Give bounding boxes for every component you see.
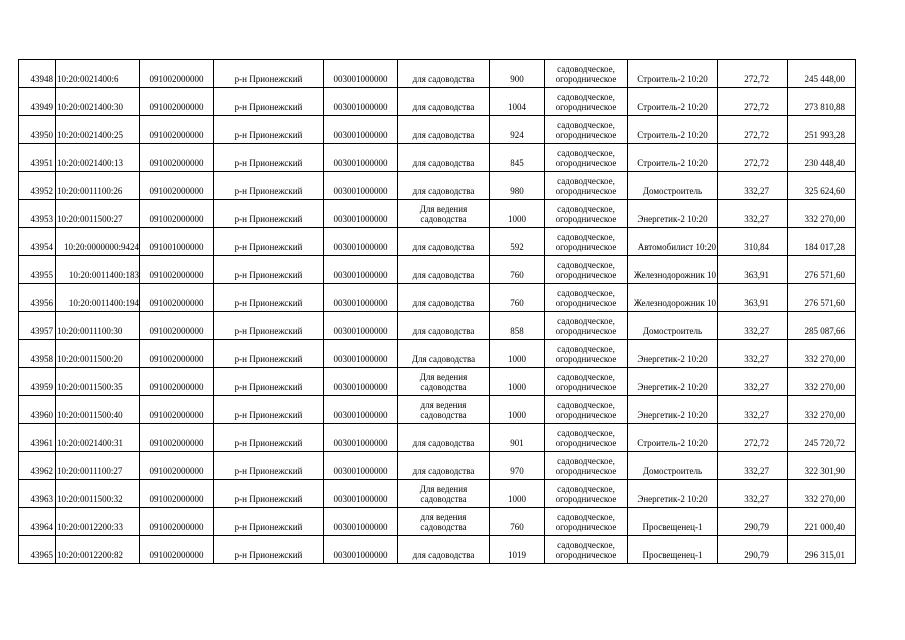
land-category-line: садоводческое, <box>557 428 615 438</box>
cadastral-value-cell: 184 017,28 <box>788 228 856 256</box>
record-number-cell: 43948 <box>19 60 56 88</box>
land-category-cell <box>545 200 628 228</box>
okato-code-cell: 003001000000 <box>324 200 398 228</box>
land-category-cell <box>545 60 628 88</box>
land-registry-table <box>18 59 856 564</box>
record-number-cell: 43956 <box>19 284 56 312</box>
society-name-cell: Домостроитель <box>628 172 718 200</box>
land-category-line: садоводческое, <box>557 400 615 410</box>
table-row <box>19 536 856 564</box>
oktmo-code-cell: 091002000000 <box>140 480 214 508</box>
specific-value-cell: 363,91 <box>718 284 788 312</box>
area-cell: 1000 <box>490 368 545 396</box>
permitted-use-line: для садоводства <box>412 242 475 252</box>
land-category-line: садоводческое, <box>557 456 615 466</box>
oktmo-code-cell: 091002000000 <box>140 256 214 284</box>
specific-value-cell: 290,79 <box>718 508 788 536</box>
land-category-cell <box>545 228 628 256</box>
land-category-line: садоводческое, <box>557 92 615 102</box>
area-cell: 592 <box>490 228 545 256</box>
land-category-line: огородническое <box>555 214 617 224</box>
record-number-cell: 43962 <box>19 452 56 480</box>
area-cell: 1000 <box>490 200 545 228</box>
okato-code-cell: 003001000000 <box>324 312 398 340</box>
table-row <box>19 60 856 88</box>
cadastral-value-cell: 296 315,01 <box>788 536 856 564</box>
land-category-line: огородническое <box>555 298 617 308</box>
record-number-cell: 43957 <box>19 312 56 340</box>
specific-value-cell: 272,72 <box>718 424 788 452</box>
land-category-line: огородническое <box>555 466 617 476</box>
land-category-line: огородническое <box>555 326 617 336</box>
society-name-cell: Строитель-2 10:20 <box>628 88 718 116</box>
table-row <box>19 480 856 508</box>
permitted-use-cell <box>398 480 490 508</box>
table-row <box>19 256 856 284</box>
cadastral-value-cell: 285 087,66 <box>788 312 856 340</box>
permitted-use-cell <box>398 116 490 144</box>
land-category-line: огородническое <box>555 382 617 392</box>
district-cell: р-н Прионежский <box>214 396 324 424</box>
table-body <box>19 60 856 564</box>
district-cell: р-н Прионежский <box>214 172 324 200</box>
permitted-use-cell <box>398 88 490 116</box>
society-name-cell: Строитель-2 10:20 <box>628 116 718 144</box>
cadastral-value-cell: 332 270,00 <box>788 368 856 396</box>
district-cell: р-н Прионежский <box>214 60 324 88</box>
okato-code-cell: 003001000000 <box>324 480 398 508</box>
cadastral-value-cell: 230 448,40 <box>788 144 856 172</box>
area-cell: 924 <box>490 116 545 144</box>
permitted-use-line: садоводства <box>420 214 467 224</box>
land-category-cell <box>545 116 628 144</box>
specific-value-cell: 290,79 <box>718 536 788 564</box>
okato-code-cell: 003001000000 <box>324 88 398 116</box>
society-name-cell: Просвещенец-1 <box>628 508 718 536</box>
specific-value-cell: 332,27 <box>718 172 788 200</box>
cadastral-number-cell: 10:20:0011500:20 <box>56 340 140 368</box>
cadastral-value-cell: 325 624,60 <box>788 172 856 200</box>
specific-value-cell: 272,72 <box>718 88 788 116</box>
society-name-cell: Энергетик-2 10:20 <box>628 340 718 368</box>
land-category-cell <box>545 424 628 452</box>
oktmo-code-cell: 091002000000 <box>140 284 214 312</box>
oktmo-code-cell: 091002000000 <box>140 424 214 452</box>
district-cell: р-н Прионежский <box>214 144 324 172</box>
land-category-line: огородническое <box>555 102 617 112</box>
okato-code-cell: 003001000000 <box>324 424 398 452</box>
land-category-line: садоводческое, <box>557 484 615 494</box>
okato-code-cell: 003001000000 <box>324 116 398 144</box>
table-row <box>19 368 856 396</box>
land-category-cell <box>545 88 628 116</box>
area-cell: 845 <box>490 144 545 172</box>
society-name-cell: Домостроитель <box>628 312 718 340</box>
society-name-cell: Железнодорожник 10 <box>628 284 718 312</box>
table-row <box>19 172 856 200</box>
record-number-cell: 43960 <box>19 396 56 424</box>
cadastral-value-cell: 273 810,88 <box>788 88 856 116</box>
oktmo-code-cell: 091002000000 <box>140 368 214 396</box>
table-row <box>19 424 856 452</box>
specific-value-cell: 332,27 <box>718 396 788 424</box>
permitted-use-cell <box>398 536 490 564</box>
district-cell: р-н Прионежский <box>214 340 324 368</box>
permitted-use-line: для садоводства <box>412 466 475 476</box>
society-name-cell: Энергетик-2 10:20 <box>628 396 718 424</box>
permitted-use-cell <box>398 368 490 396</box>
land-category-line: огородническое <box>555 242 617 252</box>
oktmo-code-cell: 091002000000 <box>140 172 214 200</box>
land-category-cell <box>545 284 628 312</box>
cadastral-number-cell: 10:20:0021400:25 <box>56 116 140 144</box>
table-row <box>19 396 856 424</box>
table-row <box>19 312 856 340</box>
permitted-use-line: для ведения <box>420 512 467 522</box>
record-number-cell: 43955 <box>19 256 56 284</box>
society-name-cell: Энергетик-2 10:20 <box>628 368 718 396</box>
cadastral-number-cell: 10:20:0011500:27 <box>56 200 140 228</box>
okato-code-cell: 003001000000 <box>324 536 398 564</box>
permitted-use-line: для садоводства <box>412 130 475 140</box>
cadastral-value-cell: 276 571,60 <box>788 256 856 284</box>
cadastral-value-cell: 332 270,00 <box>788 200 856 228</box>
record-number-cell: 43965 <box>19 536 56 564</box>
record-number-cell: 43964 <box>19 508 56 536</box>
society-name-cell: Железнодорожник 10 <box>628 256 718 284</box>
land-category-line: садоводческое, <box>557 260 615 270</box>
permitted-use-line: для садоводства <box>412 326 475 336</box>
okato-code-cell: 003001000000 <box>324 284 398 312</box>
table-row <box>19 284 856 312</box>
oktmo-code-cell: 091002000000 <box>140 396 214 424</box>
land-category-cell <box>545 536 628 564</box>
permitted-use-line: для садоводства <box>412 186 475 196</box>
specific-value-cell: 332,27 <box>718 200 788 228</box>
record-number-cell: 43950 <box>19 116 56 144</box>
permitted-use-line: Для ведения <box>419 484 468 494</box>
area-cell: 980 <box>490 172 545 200</box>
land-category-cell <box>545 508 628 536</box>
cadastral-value-cell: 332 270,00 <box>788 340 856 368</box>
district-cell: р-н Прионежский <box>214 480 324 508</box>
permitted-use-line: для садоводства <box>412 102 475 112</box>
oktmo-code-cell: 091002000000 <box>140 60 214 88</box>
permitted-use-line: для садоводства <box>412 298 475 308</box>
permitted-use-cell <box>398 424 490 452</box>
land-category-cell <box>545 396 628 424</box>
oktmo-code-cell: 091002000000 <box>140 88 214 116</box>
oktmo-code-cell: 091002000000 <box>140 116 214 144</box>
record-number-cell: 43951 <box>19 144 56 172</box>
land-category-line: огородническое <box>555 438 617 448</box>
society-name-cell: Домостроитель <box>628 452 718 480</box>
oktmo-code-cell: 091002000000 <box>140 536 214 564</box>
area-cell: 1004 <box>490 88 545 116</box>
area-cell: 1000 <box>490 480 545 508</box>
district-cell: р-н Прионежский <box>214 200 324 228</box>
permitted-use-line: для садоводства <box>412 438 475 448</box>
land-category-line: огородническое <box>555 130 617 140</box>
land-category-line: садоводческое, <box>557 512 615 522</box>
okato-code-cell: 003001000000 <box>324 228 398 256</box>
record-number-cell: 43963 <box>19 480 56 508</box>
land-category-line: садоводческое, <box>557 372 615 382</box>
permitted-use-line: для садоводства <box>412 550 475 560</box>
land-category-cell <box>545 452 628 480</box>
cadastral-number-cell: 10:20:0011100:27 <box>56 452 140 480</box>
specific-value-cell: 332,27 <box>718 452 788 480</box>
society-name-cell: Энергетик-2 10:20 <box>628 480 718 508</box>
specific-value-cell: 332,27 <box>718 312 788 340</box>
land-category-cell <box>545 256 628 284</box>
society-name-cell: Автомобилист 10:20 <box>628 228 718 256</box>
area-cell: 1000 <box>490 340 545 368</box>
cadastral-number-cell: 10:20:0011500:35 <box>56 368 140 396</box>
district-cell: р-н Прионежский <box>214 256 324 284</box>
permitted-use-cell <box>398 396 490 424</box>
permitted-use-line: для садоводства <box>412 158 475 168</box>
area-cell: 760 <box>490 284 545 312</box>
land-category-line: садоводческое, <box>557 176 615 186</box>
permitted-use-line: для ведения <box>420 400 467 410</box>
okato-code-cell: 003001000000 <box>324 368 398 396</box>
okato-code-cell: 003001000000 <box>324 256 398 284</box>
cadastral-number-cell: 10:20:0011500:32 <box>56 480 140 508</box>
society-name-cell: Строитель-2 10:20 <box>628 144 718 172</box>
specific-value-cell: 272,72 <box>718 116 788 144</box>
district-cell: р-н Прионежский <box>214 228 324 256</box>
cadastral-value-cell: 332 270,00 <box>788 480 856 508</box>
table-row <box>19 116 856 144</box>
district-cell: р-н Прионежский <box>214 452 324 480</box>
record-number-cell: 43952 <box>19 172 56 200</box>
land-category-line: садоводческое, <box>557 148 615 158</box>
land-category-cell <box>545 340 628 368</box>
society-name-cell: Энергетик-2 10:20 <box>628 200 718 228</box>
district-cell: р-н Прионежский <box>214 88 324 116</box>
permitted-use-cell <box>398 200 490 228</box>
cadastral-number-cell: 10:20:0000000:9424 <box>56 228 140 256</box>
record-number-cell: 43953 <box>19 200 56 228</box>
cadastral-value-cell: 276 571,60 <box>788 284 856 312</box>
oktmo-code-cell: 091002000000 <box>140 452 214 480</box>
land-category-line: садоводческое, <box>557 204 615 214</box>
cadastral-number-cell: 10:20:0011100:30 <box>56 312 140 340</box>
land-category-line: огородническое <box>555 522 617 532</box>
cadastral-number-cell: 10:20:0021400:6 <box>56 60 140 88</box>
record-number-cell: 43961 <box>19 424 56 452</box>
cadastral-value-cell: 245 720,72 <box>788 424 856 452</box>
table-row <box>19 88 856 116</box>
table-row <box>19 340 856 368</box>
oktmo-code-cell: 091002000000 <box>140 312 214 340</box>
cadastral-number-cell: 10:20:0011400:183 <box>56 256 140 284</box>
table-row <box>19 452 856 480</box>
permitted-use-cell <box>398 452 490 480</box>
record-number-cell: 43949 <box>19 88 56 116</box>
specific-value-cell: 272,72 <box>718 60 788 88</box>
land-category-line: садоводческое, <box>557 316 615 326</box>
area-cell: 1019 <box>490 536 545 564</box>
permitted-use-cell <box>398 256 490 284</box>
okato-code-cell: 003001000000 <box>324 452 398 480</box>
table-row <box>19 508 856 536</box>
cadastral-number-cell: 10:20:0011100:26 <box>56 172 140 200</box>
permitted-use-line: Для ведения <box>419 204 468 214</box>
cadastral-number-cell: 10:20:0012200:33 <box>56 508 140 536</box>
table-row <box>19 144 856 172</box>
area-cell: 760 <box>490 256 545 284</box>
permitted-use-line: садоводства <box>420 410 467 420</box>
cadastral-number-cell: 10:20:0011500:40 <box>56 396 140 424</box>
specific-value-cell: 310,84 <box>718 228 788 256</box>
land-category-cell <box>545 480 628 508</box>
land-category-line: садоводческое, <box>557 540 615 550</box>
cadastral-number-cell: 10:20:0021400:31 <box>56 424 140 452</box>
district-cell: р-н Прионежский <box>214 312 324 340</box>
record-number-cell: 43954 <box>19 228 56 256</box>
permitted-use-cell <box>398 172 490 200</box>
okato-code-cell: 003001000000 <box>324 60 398 88</box>
okato-code-cell: 003001000000 <box>324 396 398 424</box>
cadastral-value-cell: 322 301,90 <box>788 452 856 480</box>
specific-value-cell: 332,27 <box>718 368 788 396</box>
permitted-use-line: для садоводства <box>412 74 475 84</box>
area-cell: 858 <box>490 312 545 340</box>
permitted-use-line: садоводства <box>420 522 467 532</box>
okato-code-cell: 003001000000 <box>324 144 398 172</box>
permitted-use-cell <box>398 508 490 536</box>
land-category-line: огородническое <box>555 410 617 420</box>
oktmo-code-cell: 091002000000 <box>140 340 214 368</box>
permitted-use-line: Для садоводства <box>411 354 476 364</box>
specific-value-cell: 272,72 <box>718 144 788 172</box>
cadastral-value-cell: 221 000,40 <box>788 508 856 536</box>
oktmo-code-cell: 091002000000 <box>140 508 214 536</box>
cadastral-number-cell: 10:20:0021400:30 <box>56 88 140 116</box>
cadastral-number-cell: 10:20:0021400:13 <box>56 144 140 172</box>
land-category-line: огородническое <box>555 158 617 168</box>
area-cell: 900 <box>490 60 545 88</box>
area-cell: 1000 <box>490 396 545 424</box>
cadastral-value-cell: 332 270,00 <box>788 396 856 424</box>
okato-code-cell: 003001000000 <box>324 340 398 368</box>
permitted-use-cell <box>398 60 490 88</box>
oktmo-code-cell: 091002000000 <box>140 144 214 172</box>
land-category-line: садоводческое, <box>557 120 615 130</box>
okato-code-cell: 003001000000 <box>324 508 398 536</box>
land-category-line: огородническое <box>555 550 617 560</box>
permitted-use-cell <box>398 228 490 256</box>
permitted-use-cell <box>398 340 490 368</box>
oktmo-code-cell: 091002000000 <box>140 200 214 228</box>
record-number-cell: 43958 <box>19 340 56 368</box>
land-category-line: садоводческое, <box>557 232 615 242</box>
okato-code-cell: 003001000000 <box>324 172 398 200</box>
cadastral-number-cell: 10:20:0012200:82 <box>56 536 140 564</box>
land-category-line: огородническое <box>555 186 617 196</box>
table-row <box>19 228 856 256</box>
land-category-line: садоводческое, <box>557 64 615 74</box>
permitted-use-line: садоводства <box>420 382 467 392</box>
district-cell: р-н Прионежский <box>214 536 324 564</box>
society-name-cell: Строитель-2 10:20 <box>628 60 718 88</box>
permitted-use-line: садоводства <box>420 494 467 504</box>
cadastral-value-cell: 251 993,28 <box>788 116 856 144</box>
land-category-cell <box>545 312 628 340</box>
district-cell: р-н Прионежский <box>214 508 324 536</box>
permitted-use-cell <box>398 144 490 172</box>
specific-value-cell: 332,27 <box>718 340 788 368</box>
land-category-line: садоводческое, <box>557 344 615 354</box>
oktmo-code-cell: 091001000000 <box>140 228 214 256</box>
land-category-cell <box>545 172 628 200</box>
area-cell: 901 <box>490 424 545 452</box>
land-category-line: огородническое <box>555 354 617 364</box>
area-cell: 970 <box>490 452 545 480</box>
cadastral-value-cell: 245 448,00 <box>788 60 856 88</box>
district-cell: р-н Прионежский <box>214 368 324 396</box>
society-name-cell: Строитель-2 10:20 <box>628 424 718 452</box>
cadastral-number-cell: 10:20:0011400:194 <box>56 284 140 312</box>
table-row <box>19 200 856 228</box>
permitted-use-line: Для ведения <box>419 372 468 382</box>
specific-value-cell: 363,91 <box>718 256 788 284</box>
permitted-use-cell <box>398 284 490 312</box>
district-cell: р-н Прионежский <box>214 424 324 452</box>
area-cell: 760 <box>490 508 545 536</box>
land-category-line: огородническое <box>555 270 617 280</box>
record-number-cell: 43959 <box>19 368 56 396</box>
society-name-cell: Просвещенец-1 <box>628 536 718 564</box>
district-cell: р-н Прионежский <box>214 284 324 312</box>
permitted-use-line: для садоводства <box>412 270 475 280</box>
land-category-line: огородническое <box>555 494 617 504</box>
permitted-use-cell <box>398 312 490 340</box>
land-category-line: огородническое <box>555 74 617 84</box>
district-cell: р-н Прионежский <box>214 116 324 144</box>
land-category-cell <box>545 144 628 172</box>
specific-value-cell: 332,27 <box>718 480 788 508</box>
land-category-cell <box>545 368 628 396</box>
land-category-line: садоводческое, <box>557 288 615 298</box>
